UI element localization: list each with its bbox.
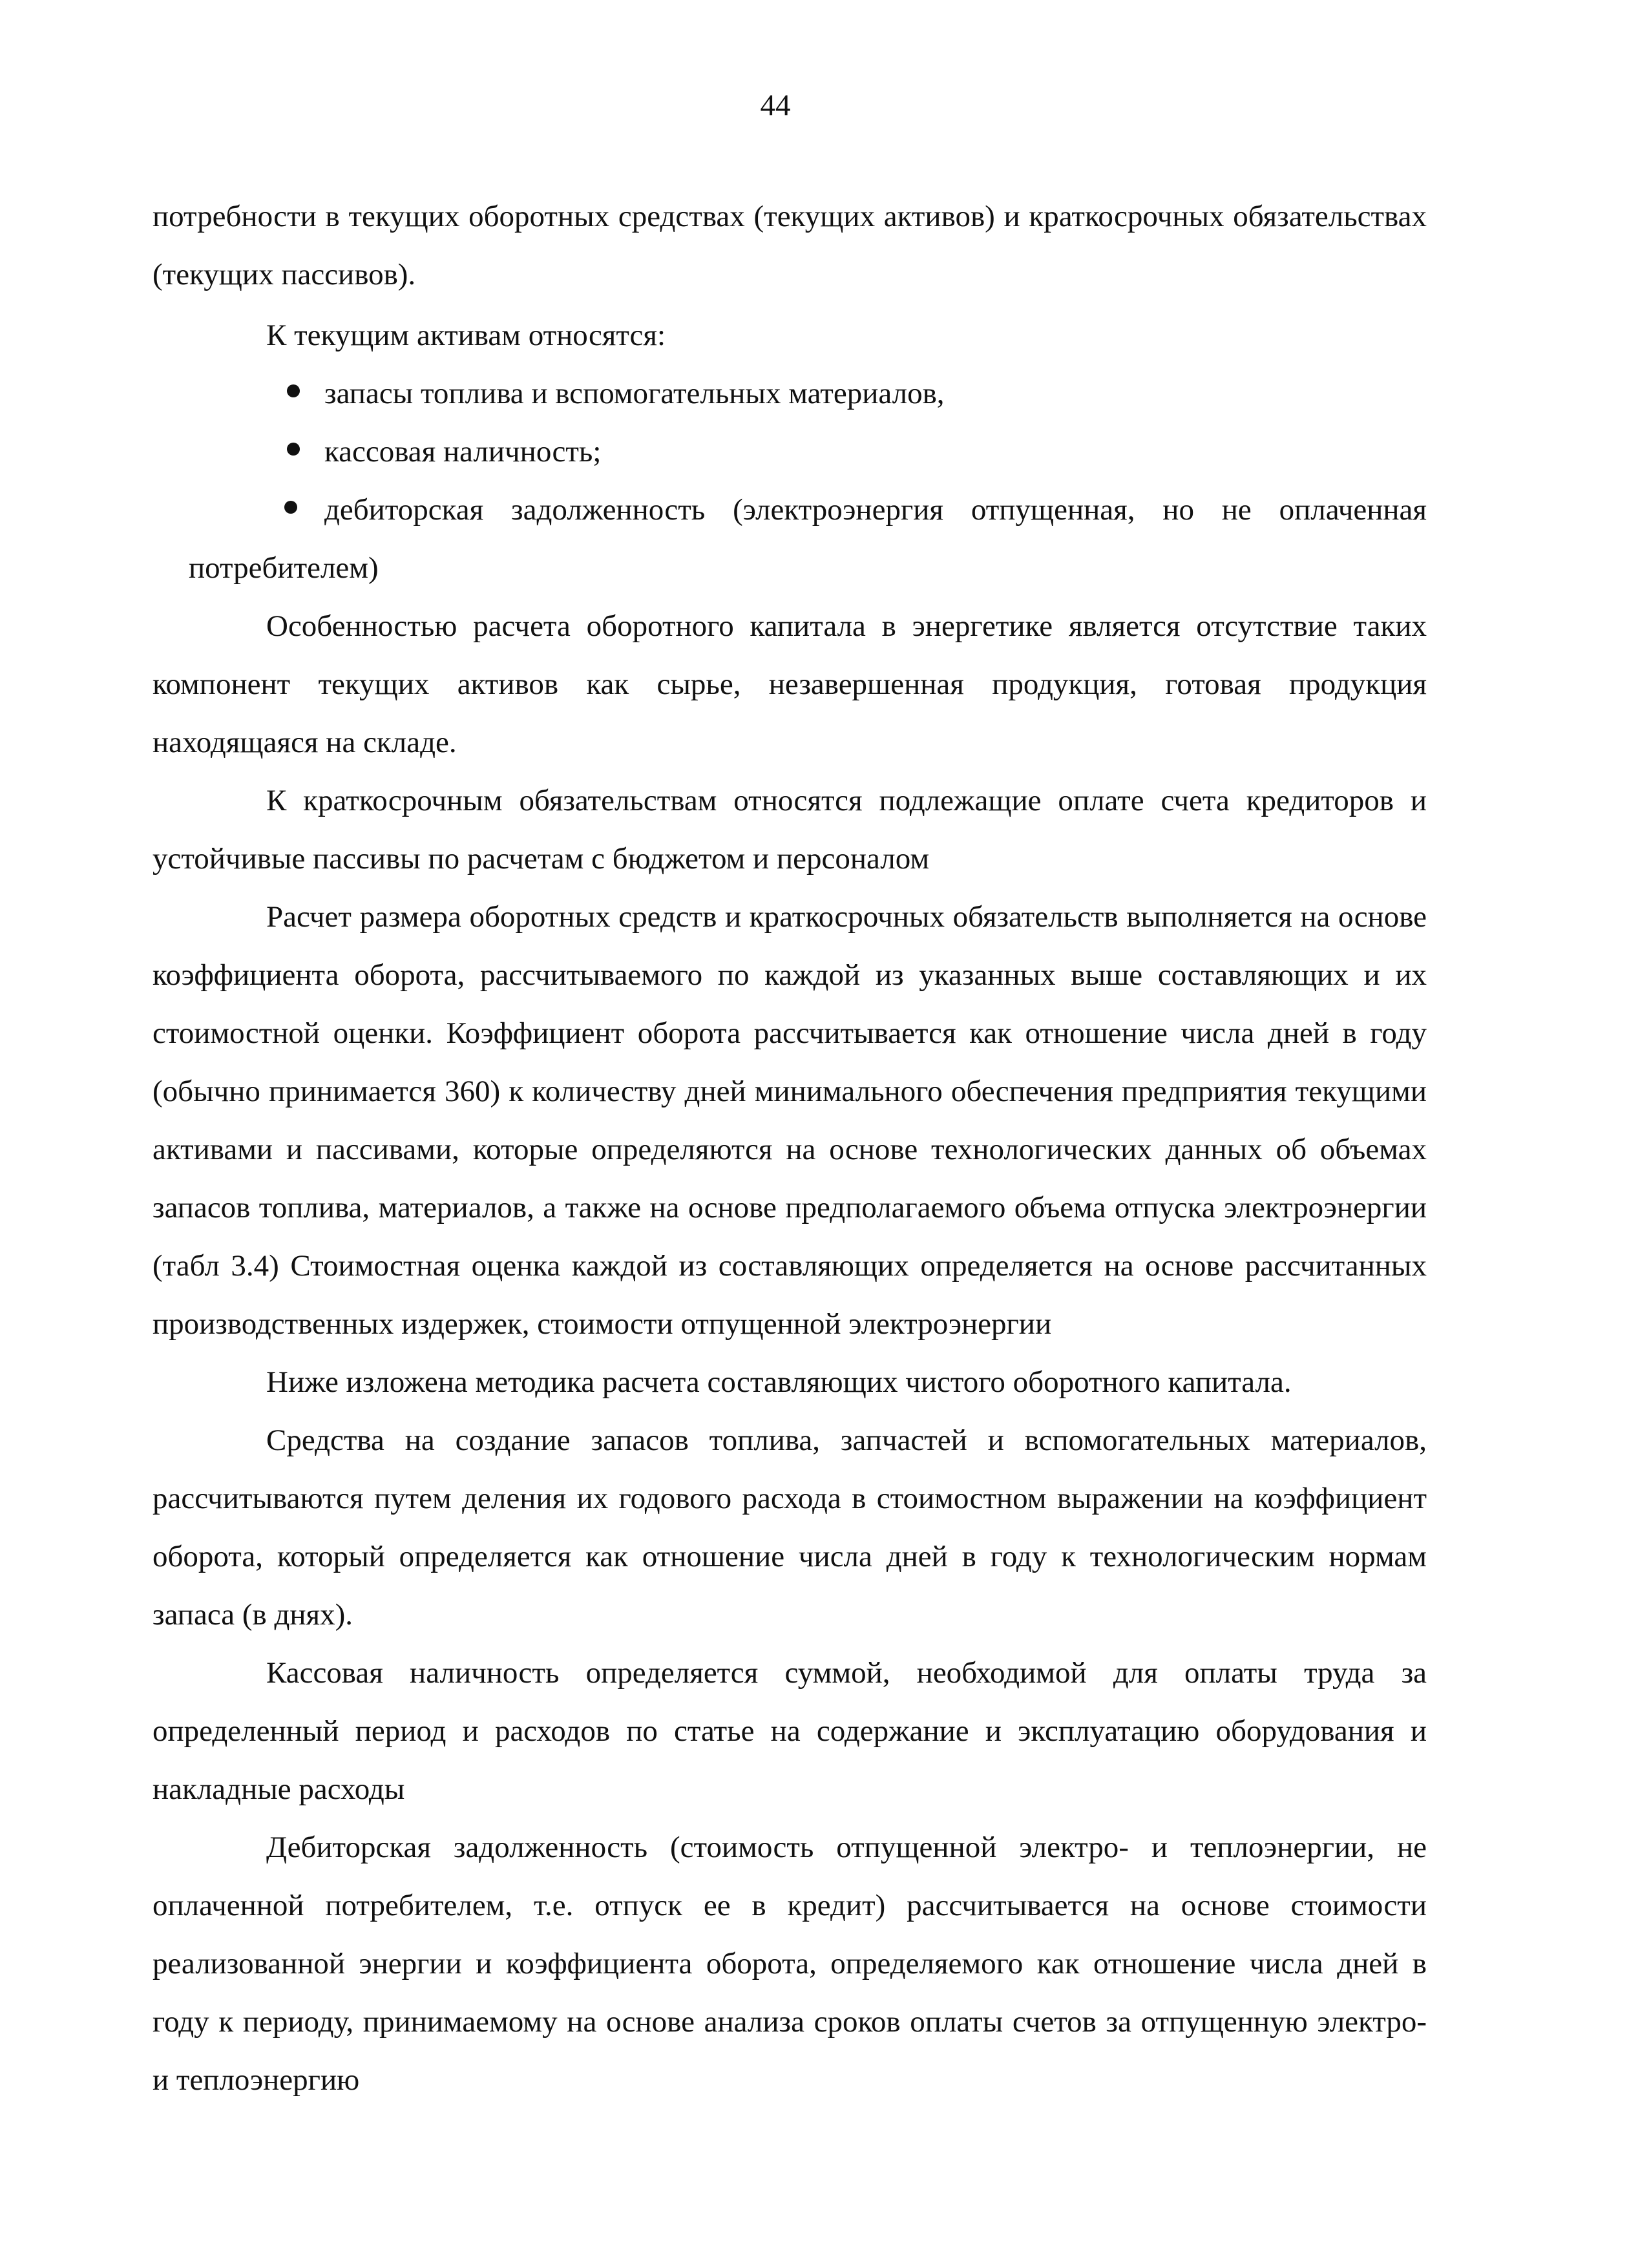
current-assets-list [152, 364, 1427, 597]
list-item-text: запасы топлива и вспомогательных материалов, [324, 377, 945, 410]
list-item [152, 364, 1427, 423]
document-body [152, 187, 1427, 2109]
paragraph-short-term-liabilities: К краткосрочным обязательствам относятся подлежащие оплате счета кредиторов и устойчивые пассивы по расчетам с бюджетом и персоналом [152, 784, 1427, 876]
bullet-icon [287, 384, 300, 397]
paragraph-current-assets-intro: К текущим активам относятся: [266, 319, 666, 352]
list-item [152, 481, 1427, 597]
paragraph-cash-on-hand: Кассовая наличность определяется суммой, необходимой для оплаты труда за определенный период и расходов по статье на содержание и эксплуатацию оборудования и накладные расходы [152, 1656, 1427, 1806]
bullet-icon [284, 501, 297, 514]
paragraph-method-intro: Ниже изложена методика расчета составляющих чистого оборотного капитала. [266, 1365, 1292, 1399]
page-number: 44 [760, 89, 791, 122]
list-item-text: дебиторская задолженность (электроэнергия отпущенная, но не оплаченная потребителем) [189, 493, 1427, 585]
bullet-icon [287, 443, 300, 456]
paragraph-receivables: Дебиторская задолженность (стоимость отпущенной электро- и теплоэнергии, не оплаченной потребителем, т.е. отпуск ее в кредит) рассчитывается на основе стоимости реализованной энергии и коэффициента оборота, определяемого как отношение числа дней в году к периоду, принимаемому на основе анализа сроков оплаты счетов за отпущенную электро- и теплоэнергию [152, 1831, 1427, 2097]
list-item [152, 423, 1427, 481]
paragraph-energy-specifics: Особенностью расчета оборотного капитала в энергетике является отсутствие таких компонент текущих активов как сырье, незавершенная продукция, готовая продукция находящаяся на складе. [152, 609, 1427, 759]
paragraph-continuation: потребности в текущих оборотных средствах (текущих активов) и краткосрочных обязательствах (текущих пассивов). [152, 200, 1427, 291]
paragraph-turnover-calculation: Расчет размера оборотных средств и краткосрочных обязательств выполняется на основе коэффициента оборота, рассчитываемого по каждой из указанных выше составляющих и их стоимостной оценки. Коэффициент оборота рассчитывается как отношение числа дней в году (обычно принимается 360) к количеству дней минимального обеспечения предприятия текущими активами и пассивами, которые определяются на основе технологических данных об объемах запасов топлива, материалов, а также на основе предполагаемого объема отпуска электроэнергии (табл 3.4) Стоимостная оценка каждой из составляющих определяется на основе рассчитанных производственных издержек, стоимости отпущенной электроэнергии [152, 900, 1427, 1341]
paragraph-inventory-funds: Средства на создание запасов топлива, запчастей и вспомогательных материалов, рассчитываются путем деления их годового расхода в стоимостном выражении на коэффициент оборота, который определяется как отношение числа дней в году к технологическим нормам запаса (в днях). [152, 1423, 1427, 1632]
list-item-text: кассовая наличность; [324, 435, 602, 468]
